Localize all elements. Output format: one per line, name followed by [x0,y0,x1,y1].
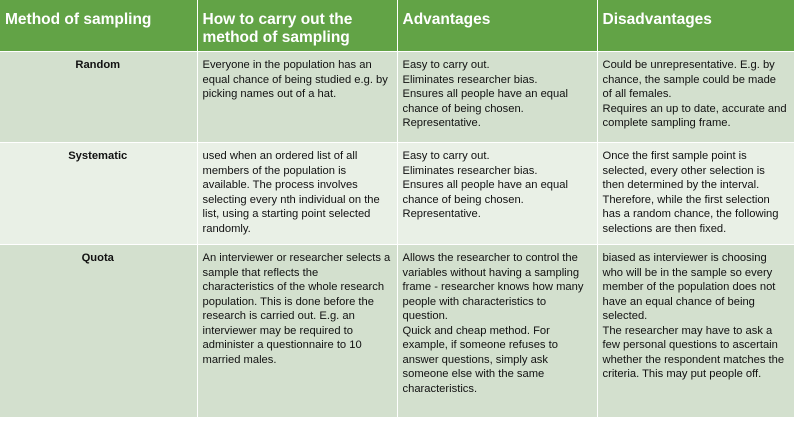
disadvantage-line: Could be unrepresentative. E.g. by chance, the sample could be made of all females. [602,59,777,100]
advantage-line: Allows the researcher to control the variables without having a sampling frame - researcher knows how many people with characteristics to question. [402,252,584,322]
advantage-line: Ensures all people have an equal chance of being chosen. [402,179,568,206]
how-cell: An interviewer or researcher selects a sample that reflects the characteristics of the whole research population. This is done before the research is carried out. E.g. an interviewer may be required to administer a questionnaire to 10 married males. [197,245,397,418]
advantage-line: Eliminates researcher bias. [402,73,538,86]
method-cell: Random [0,52,197,143]
how-cell: used when an ordered list of all members of the population is available. The process involves selecting every nth individual on the list, using a starting point selected randomly. [197,143,397,245]
header-disadvantages: Disadvantages [597,0,794,52]
disadvantage-line: Requires an up to date, accurate and complete sampling frame. [602,102,787,129]
advantage-line: Representative. [402,117,481,129]
header-how: How to carry out the method of sampling [197,0,397,52]
how-cell: Everyone in the population has an equal chance of being studied e.g. by picking names out of a hat. [197,52,397,143]
method-cell: Systematic [0,143,197,245]
advantages-cell [397,52,597,143]
header-row [0,0,794,52]
disadvantages-cell [597,143,794,245]
header-method: Method of sampling [0,0,197,52]
disadvantages-cell [597,52,794,143]
disadvantage-line: Once the first sample point is selected, every other selection is then determined by the interval. Therefore, while the first selection has a random chance, the following selections are then fixed. [602,150,779,235]
table-row-systematic [0,143,794,245]
table-row-quota [0,245,794,418]
advantages-cell [397,143,597,245]
advantages-cell [397,245,597,418]
advantage-line: Easy to carry out. [402,59,490,71]
advantage-line: Quick and cheap method. For example, if someone refuses to answer questions, simply ask someone else with the same characteristics. [402,324,558,395]
table-row-random [0,52,794,143]
method-cell: Quota [0,245,197,418]
disadvantage-line: biased as interviewer is choosing who will be in the sample so every member of the population does not have an equal chance of being selected. [602,252,776,322]
disadvantages-cell [597,245,794,418]
header-advantages: Advantages [397,0,597,52]
advantage-line: Ensures all people have an equal chance of being chosen. [402,88,568,115]
advantage-line: Representative. [402,208,481,220]
disadvantage-line: The researcher may have to ask a few personal questions to ascertain whether the respondent matches the criteria. This may put people off. [602,324,785,380]
advantage-line: Eliminates researcher bias. [402,164,538,177]
advantage-line: Easy to carry out. [402,150,490,162]
